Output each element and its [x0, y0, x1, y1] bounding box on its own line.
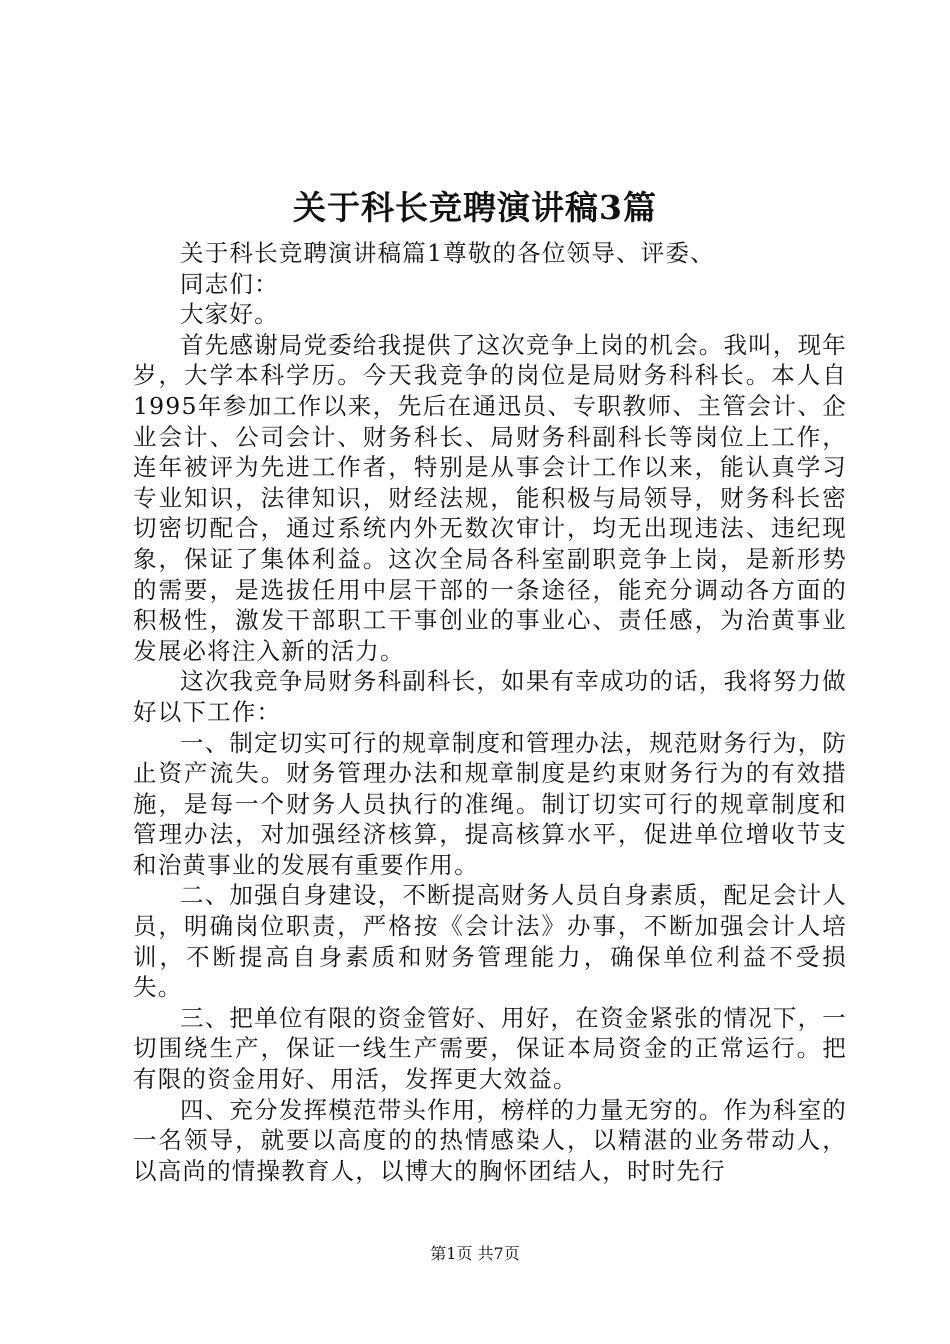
paragraph-1: 关于科长竞聘演讲稿篇1尊敬的各位领导、评委、 [180, 239, 715, 267]
paragraph-4: 首先感谢局党委给我提供了这次竞争上岗的机会。我叫，现年岁，大学本科学历。今天我竞争的岗位是局财务科科长。本人自1995年参加工作以来，先后在通迅员、专职教师、主管会计、企业会计、公司会计、财务科长、局财务科副科长等岗位上工作，连年被评为先进工作者，特别是从事会计工作以来，能认真学习专业知识，法律知识，财经法规，能积极与局领导，财务科长密切密切配合，通过系统内外无数次审计，均无出现违法、违纪现象，保证了集体利益。这次全局各科室副职竞争上岗，是新形势的需要，是选拔任用中层干部的一条途径，能充分调动各方面的积极性，激发干部职工干事创业的事业心、责任感，为治黄事业发展必将注入新的活力。 [133, 330, 847, 665]
paragraph-5: 这次我竞争局财务科副科长，如果有幸成功的话，我将努力做好以下工作： [133, 667, 847, 726]
paragraph-2: 同志们： [180, 269, 279, 298]
paragraph-3: 大家好。 [180, 300, 279, 329]
document-title: 关于科长竞聘演讲稿3篇 [293, 188, 657, 227]
page-number-footer: 第1页 共7页 [430, 1244, 520, 1263]
paragraph-7: 二、加强自身建设，不断提高财务人员自身素质，配足会计人员，明确岗位职责，严格按《会计法》办事，不断加强会计人培训，不断提高自身素质和财务管理能力，确保单位利益不受损失。 [133, 881, 847, 1002]
paragraph-6: 一、制定切实可行的规章制度和管理办法，规范财务行为，防止资产流失。财务管理办法和规章制度是约束财务行为的有效措施，是每一个财务人员执行的准绳。制订切实可行的规章制度和管理办法，对加强经济核算，提高核算水平，促进单位增收节支和治黄事业的发展有重要作用。 [133, 728, 847, 879]
document-body [133, 238, 847, 1186]
paragraph-8: 三、把单位有限的资金管好、用好，在资金紧张的情况下，一切围绕生产，保证一线生产需要，保证本局资金的正常运行。把有限的资金用好、用活，发挥更大效益。 [133, 1003, 847, 1094]
paragraph-9: 四、充分发挥模范带头作用，榜样的力量无穷的。作为科室的一名领导，就要以高度的的热情感染人，以精湛的业务带动人，以高尚的情操教育人，以博大的胸怀团结人，时时先行 [133, 1095, 847, 1185]
